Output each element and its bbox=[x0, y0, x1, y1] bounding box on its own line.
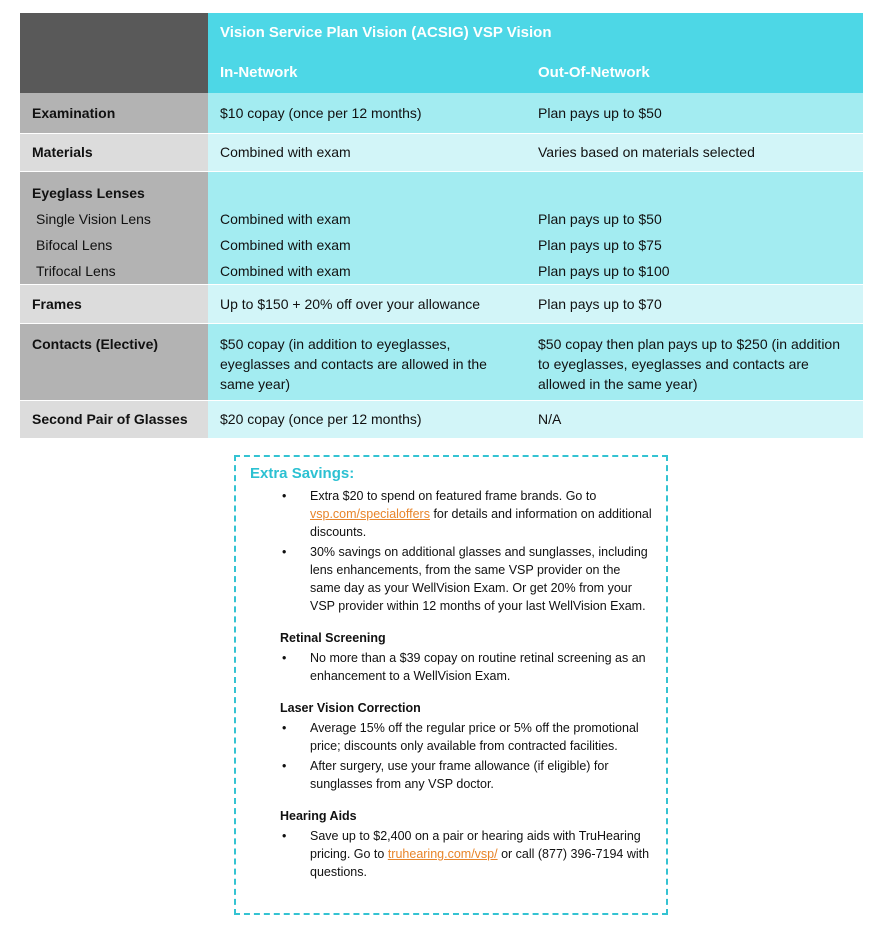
examination-in: $10 copay (once per 12 months) bbox=[208, 93, 526, 133]
row-label-eyeglass-lenses: Eyeglass Lenses bbox=[32, 184, 145, 201]
retinal-screening-heading: Retinal Screening bbox=[280, 631, 386, 645]
extra-savings-title: Extra Savings: bbox=[250, 465, 355, 482]
frames-out: Plan pays up to $70 bbox=[526, 284, 863, 323]
materials-in: Combined with exam bbox=[208, 133, 526, 171]
laser-list bbox=[250, 719, 652, 793]
retinal-text: No more than a $39 copay on routine retinal screening as an enhancement to a WellVision Exam. bbox=[310, 651, 646, 683]
laser-vision-heading: Laser Vision Correction bbox=[280, 701, 421, 715]
trifocal-in: Combined with exam bbox=[220, 262, 351, 279]
extra-savings-list bbox=[250, 487, 652, 615]
retinal-list bbox=[250, 649, 652, 685]
bullet-icon: • bbox=[282, 721, 287, 735]
hearing-aids-heading: Hearing Aids bbox=[280, 809, 357, 823]
row-label-trifocal: Trifocal Lens bbox=[36, 262, 116, 279]
contacts-out-line-1: $50 copay then plan pays up to $250 (in addition bbox=[538, 335, 841, 352]
bullet-icon: • bbox=[282, 545, 287, 559]
row-label-frames: Frames bbox=[20, 284, 208, 323]
contacts-out-line-3: allowed in the same year) bbox=[538, 375, 698, 392]
savings-text: Extra $20 to spend on featured frame brands. Go to bbox=[310, 489, 597, 503]
table-row-frames bbox=[20, 284, 863, 323]
contacts-in-line-2: eyeglasses and contacts are allowed in the bbox=[220, 355, 487, 372]
list-item bbox=[250, 487, 652, 541]
hearing-list bbox=[250, 827, 652, 881]
frames-in: Up to $150 + 20% off over your allowance bbox=[208, 284, 526, 323]
savings-text: for details and information on additional discounts. bbox=[310, 507, 652, 539]
table-row-contacts bbox=[20, 323, 863, 400]
second-pair-out: N/A bbox=[526, 400, 863, 438]
contacts-out-line-2: to eyeglasses, eyeglasses and contacts are bbox=[538, 355, 809, 372]
single-vision-out: Plan pays up to $50 bbox=[538, 210, 662, 227]
out-network-header: Out-Of-Network bbox=[526, 53, 863, 93]
trifocal-out: Plan pays up to $100 bbox=[538, 262, 670, 279]
row-label-materials: Materials bbox=[20, 133, 208, 171]
contacts-in-line-3: same year) bbox=[220, 375, 291, 392]
list-item bbox=[250, 719, 652, 755]
bullet-icon: • bbox=[282, 651, 287, 665]
bifocal-in: Combined with exam bbox=[220, 236, 351, 253]
laser-text: After surgery, use your frame allowance (if eligible) for sunglasses from any VSP doctor. bbox=[310, 759, 609, 791]
list-item bbox=[250, 757, 652, 793]
list-item bbox=[250, 649, 652, 685]
row-label-examination: Examination bbox=[20, 93, 208, 133]
bifocal-out: Plan pays up to $75 bbox=[538, 236, 662, 253]
truhearing-link[interactable]: truhearing.com/vsp/ bbox=[387, 847, 498, 861]
row-label-single-vision: Single Vision Lens bbox=[36, 210, 151, 227]
table-row-eyeglass-lenses bbox=[20, 171, 863, 284]
list-item bbox=[250, 827, 652, 881]
laser-text: Average 15% off the regular price or 5% off the promotional price; discounts only available from contracted facilities. bbox=[310, 721, 639, 753]
bullet-icon: • bbox=[282, 829, 287, 843]
hearing-text: or call (877) 396-7194 with questions. bbox=[310, 847, 650, 879]
materials-out: Varies based on materials selected bbox=[526, 133, 863, 171]
single-vision-in: Combined with exam bbox=[220, 210, 351, 227]
savings-text: 30% savings on additional glasses and sunglasses, including lens enhancements, from the same VSP provider on the same day as your WellVision Exam. Or get 20% from your VSP provider within 12 months of your last WellVision Exam. bbox=[310, 545, 648, 613]
table-row-examination bbox=[20, 93, 863, 133]
row-label-second-pair: Second Pair of Glasses bbox=[20, 400, 208, 438]
vsp-special-offers-link[interactable]: vsp.com/specialoffers bbox=[310, 507, 430, 521]
table-row-second-pair bbox=[20, 400, 863, 438]
vision-benefits-table bbox=[20, 13, 863, 438]
table-corner bbox=[20, 13, 208, 93]
contacts-in-line-1: $50 copay (in addition to eyeglasses, bbox=[220, 335, 451, 352]
in-network-header: In-Network bbox=[208, 53, 526, 93]
examination-out: Plan pays up to $50 bbox=[526, 93, 863, 133]
hearing-text: Save up to $2,400 on a pair or hearing aids with TruHearing pricing. Go to bbox=[310, 829, 641, 861]
bullet-icon: • bbox=[282, 759, 287, 773]
row-label-bifocal: Bifocal Lens bbox=[36, 236, 113, 253]
extra-savings-box bbox=[234, 455, 668, 915]
plan-title: Vision Service Plan Vision (ACSIG) VSP Vision bbox=[208, 13, 863, 53]
second-pair-in: $20 copay (once per 12 months) bbox=[208, 400, 526, 438]
bullet-icon: • bbox=[282, 489, 287, 503]
table-row-materials bbox=[20, 133, 863, 171]
row-label-contacts: Contacts (Elective) bbox=[20, 323, 208, 400]
list-item bbox=[250, 543, 652, 615]
